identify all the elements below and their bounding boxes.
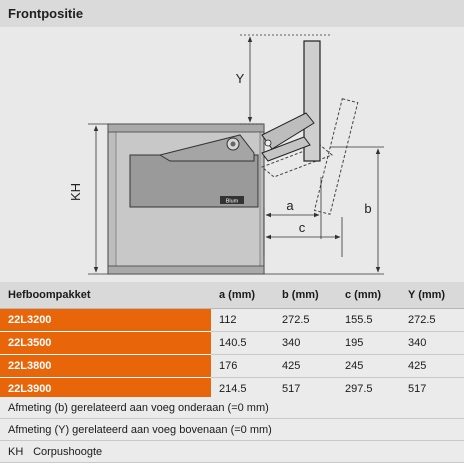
value-y: 272.5 xyxy=(400,309,464,332)
lift-package-table xyxy=(0,282,464,401)
value-a: 176 xyxy=(211,355,274,378)
front-position-diagram xyxy=(0,27,464,282)
brand-logo-text: Blum xyxy=(225,198,239,205)
header-package: Hefboompakket xyxy=(0,282,211,309)
label-kh: KH xyxy=(68,182,83,202)
arm-pivot xyxy=(265,140,271,146)
table-row xyxy=(0,355,464,378)
table-row xyxy=(0,332,464,355)
value-b: 425 xyxy=(274,355,337,378)
package-code: 22L3500 xyxy=(0,332,211,355)
note-y: Afmeting (Y) gerelateerd aan voeg bovenaan (=0 mm) xyxy=(0,419,464,441)
table-row xyxy=(0,309,464,332)
note-b: Afmeting (b) gerelateerd aan voeg onderaan (=0 mm) xyxy=(0,397,464,419)
value-c: 245 xyxy=(337,355,400,378)
header-b: b (mm) xyxy=(274,282,337,309)
label-c: c xyxy=(298,220,306,235)
label-b: b xyxy=(364,201,372,216)
value-a: 214.5 xyxy=(211,378,274,401)
package-code: 22L3900 xyxy=(0,378,211,401)
package-code: 22L3200 xyxy=(0,309,211,332)
label-y: Y xyxy=(235,71,245,86)
adjust-screw-center xyxy=(231,142,236,147)
table-header-row xyxy=(0,282,464,309)
diagram-svg xyxy=(0,27,464,282)
note-kh xyxy=(0,441,464,463)
cabinet-bottom-panel xyxy=(108,266,264,274)
value-a: 112 xyxy=(211,309,274,332)
front-panel-open xyxy=(262,41,320,161)
value-c: 155.5 xyxy=(337,309,400,332)
value-c: 195 xyxy=(337,332,400,355)
value-y: 425 xyxy=(400,355,464,378)
header-c: c (mm) xyxy=(337,282,400,309)
value-a: 140.5 xyxy=(211,332,274,355)
package-code: 22L3800 xyxy=(0,355,211,378)
label-a: a xyxy=(286,198,294,213)
value-b: 272.5 xyxy=(274,309,337,332)
value-b: 517 xyxy=(274,378,337,401)
value-y: 340 xyxy=(400,332,464,355)
value-c: 297.5 xyxy=(337,378,400,401)
kh-abbreviation: KH xyxy=(8,446,24,458)
kh-description: Corpushoogte xyxy=(33,446,103,458)
value-y: 517 xyxy=(400,378,464,401)
header-y: Y (mm) xyxy=(400,282,464,309)
cabinet-top-panel xyxy=(108,124,264,132)
section-title: Frontpositie xyxy=(0,0,464,27)
header-a: a (mm) xyxy=(211,282,274,309)
value-b: 340 xyxy=(274,332,337,355)
